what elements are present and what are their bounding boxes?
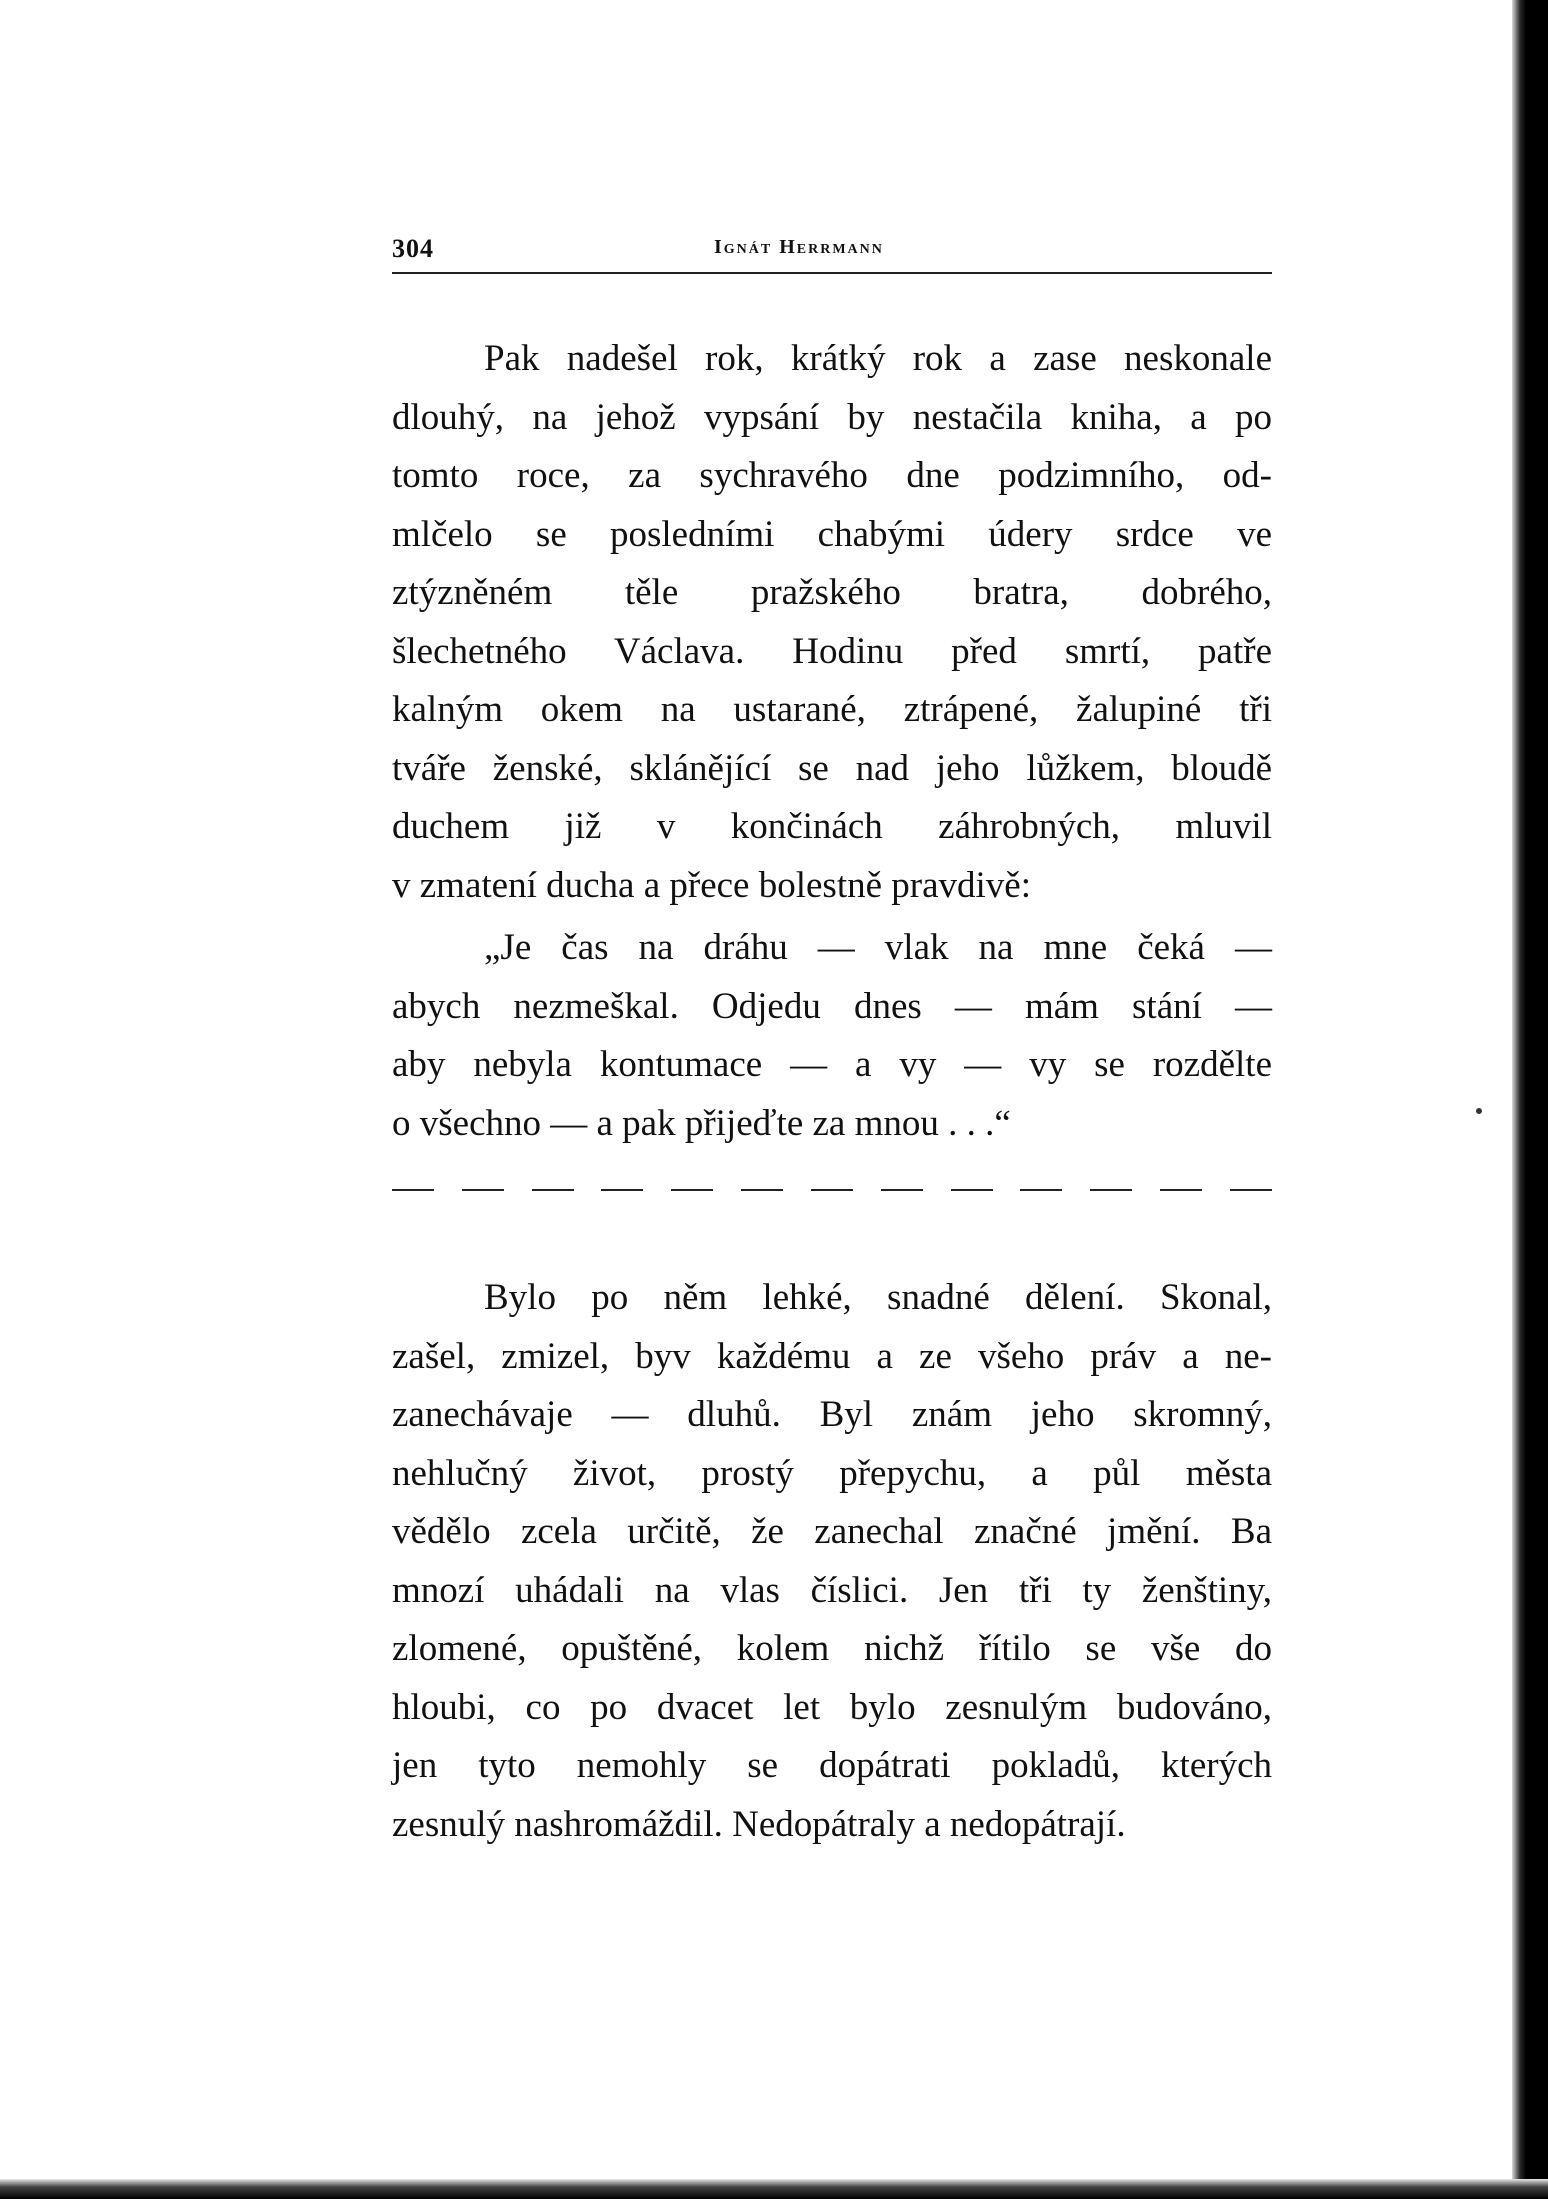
running-head: [392, 232, 1272, 274]
text-line: šlechetného Václava. Hodinu před smrtí, patře: [392, 630, 1272, 672]
text-line: mnozí uhádali na vlas číslici. Jen tři ty ženštiny,: [392, 1569, 1272, 1611]
text-line: kalným okem na ustarané, ztrápené, žalupiné tři: [392, 689, 1272, 730]
separator-dash: [1090, 1189, 1132, 1191]
separator-dash: [1160, 1189, 1202, 1191]
text-line: duchem již v končinách záhrobných, mluvil: [392, 806, 1272, 847]
running-title: Ignát Herrmann: [714, 236, 884, 258]
text-line: nehlučný život, prostý přepychu, a půl města: [392, 1452, 1272, 1494]
paragraph-2-quote: [392, 919, 1272, 1153]
separator-dash: [741, 1189, 783, 1191]
text-line: ztýzněném těle pražského bratra, dobrého,: [392, 572, 1272, 613]
text-line: Bylo po něm lehké, snadné dělení. Skonal,: [484, 1277, 1272, 1318]
separator-dash: [881, 1189, 923, 1191]
text-line: abych nezmeškal. Odjedu dnes — mám stání —: [392, 985, 1272, 1027]
separator-dash: [392, 1189, 434, 1191]
separator-dash: [671, 1189, 713, 1191]
text-line: tváře ženské, sklánějící se nad jeho lůžkem, bloudě: [392, 747, 1272, 789]
page-number: 304: [392, 234, 434, 263]
body-text: [392, 330, 1272, 1854]
text-line: zesnulý nashromáždil. Nedopátraly a nedopátrají.: [392, 1803, 1126, 1845]
text-line: „Je čas na dráhu — vlak na mne čeká —: [484, 927, 1272, 968]
scan-speck: [1476, 1108, 1482, 1114]
separator-dash: [1020, 1189, 1062, 1191]
section-separator: [392, 1161, 1272, 1219]
separator-dash: [1230, 1189, 1272, 1191]
text-line: hloubi, co po dvacet let bylo zesnulým budováno,: [392, 1686, 1272, 1728]
text-line: zanechávaje — dluhů. Byl znám jeho skromný,: [392, 1394, 1272, 1435]
book-page: [392, 0, 1272, 2199]
text-line: mlčelo se posledními chabými údery srdce ve: [392, 513, 1272, 555]
separator-dash: [462, 1189, 504, 1191]
text-line: vědělo zcela určitě, že zanechal značné jmění. Ba: [392, 1511, 1272, 1552]
text-line: v zmatení ducha a přece bolestně pravdivě:: [392, 864, 1031, 906]
separator-dash: [811, 1189, 853, 1191]
text-line: zašel, zmizel, byv každému a ze všeho práv a ne-: [392, 1335, 1272, 1377]
text-line: jen tyto nemohly se dopátrati pokladů, kterých: [392, 1745, 1272, 1786]
separator-dash: [601, 1189, 643, 1191]
text-line: tomto roce, za sychravého dne podzimního, od-: [392, 455, 1272, 496]
separator-dash: [532, 1189, 574, 1191]
text-line: aby nebyla kontumace — a vy — vy se rozdělte: [392, 1044, 1272, 1085]
paragraph-3: [392, 1269, 1272, 1854]
text-line: zlomené, opuštěné, kolem nichž řítilo se vše do: [392, 1628, 1272, 1669]
paragraph-1: [392, 330, 1272, 915]
separator-dash: [951, 1189, 993, 1191]
text-line: Pak nadešel rok, krátký rok a zase neskonale: [484, 338, 1272, 379]
text-line: o všechno — a pak přijeďte za mnou . . .“: [392, 1102, 1011, 1144]
scan-border-right: [1512, 0, 1548, 2199]
text-line: dlouhý, na jehož vypsání by nestačila kniha, a po: [392, 396, 1272, 438]
